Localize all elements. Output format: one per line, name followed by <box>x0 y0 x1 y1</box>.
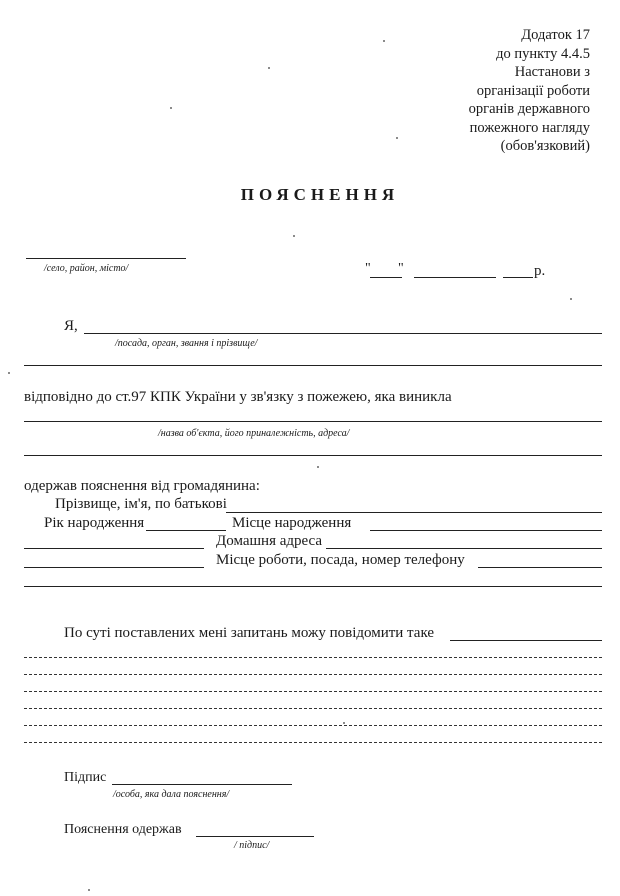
birth-year-field-line[interactable] <box>146 530 226 531</box>
date-day-line[interactable] <box>370 277 402 278</box>
addendum-line: органів державного <box>468 101 590 117</box>
full-name-field-line[interactable] <box>226 512 602 513</box>
document-title: ПОЯСНЕННЯ <box>240 185 400 204</box>
addendum-line: Настанови з <box>514 64 590 80</box>
scan-speck <box>170 107 172 109</box>
addendum-line: до пункту 4.4.5 <box>496 45 590 62</box>
statement-line[interactable] <box>24 674 602 675</box>
home-address-field-line[interactable] <box>326 548 602 549</box>
addendum-note <box>469 26 590 156</box>
statement-intro: По суті поставлених мені запитань можу повідомити таке <box>64 625 435 641</box>
object-hint: /назва об'єкта, його приналежність, адреса/ <box>158 428 350 439</box>
home-address-label: Домашня адреса <box>216 533 323 549</box>
addendum-line: Додаток 17 <box>521 27 590 43</box>
object-field-line[interactable] <box>24 421 602 422</box>
received-hint: / підпис/ <box>234 840 270 851</box>
signature-hint: /особа, яка дала пояснення/ <box>113 789 230 800</box>
statement-line[interactable] <box>24 657 602 658</box>
person-hint: /посада, орган, звання і прізвище/ <box>115 338 258 349</box>
scan-speck <box>293 235 295 237</box>
scan-speck <box>317 466 319 468</box>
date-year-line[interactable] <box>503 277 533 278</box>
addendum-line: пожежного нагляду <box>469 119 590 136</box>
statement-line[interactable] <box>24 725 602 726</box>
person-prefix: Я, <box>64 318 78 334</box>
statement-line[interactable] <box>24 708 602 709</box>
scan-speck <box>383 40 385 42</box>
statement-first-line[interactable] <box>450 640 602 641</box>
work-continuation-line[interactable] <box>24 586 602 587</box>
scan-speck <box>570 298 572 300</box>
citizen-heading: одержав пояснення від громадянина: <box>24 478 260 494</box>
birth-year-label: Рік народження <box>44 515 145 531</box>
signature-label: Підпис <box>64 770 107 785</box>
basis-text: відповідно до ст.97 КПК України у зв'язку з пожежею, яка виникла <box>24 389 452 405</box>
place-field-line[interactable] <box>26 258 186 259</box>
place-hint: /село, район, місто/ <box>44 263 129 274</box>
date-month-line[interactable] <box>414 277 496 278</box>
date-quote-open: " <box>365 261 371 276</box>
scan-speck <box>88 889 90 891</box>
received-signature-line[interactable] <box>196 836 314 837</box>
birth-place-field-line[interactable] <box>370 530 602 531</box>
scan-speck <box>343 722 345 724</box>
date-quote-close: " <box>398 261 404 276</box>
work-lead-line[interactable] <box>24 567 204 568</box>
scan-speck <box>268 67 270 69</box>
object-continuation-line[interactable] <box>24 455 602 456</box>
signature-field-line[interactable] <box>112 784 292 785</box>
addendum-line: організації роботи <box>476 82 590 99</box>
home-address-lead-line[interactable] <box>24 548 204 549</box>
statement-line[interactable] <box>24 691 602 692</box>
work-label: Місце роботи, посада, номер телефону <box>216 552 465 568</box>
full-name-label: Прізвище, ім'я, по батькові <box>55 496 227 512</box>
birth-place-label: Місце народження <box>232 515 352 531</box>
year-suffix: р. <box>534 263 546 279</box>
person-continuation-line[interactable] <box>24 365 602 366</box>
scan-speck <box>8 372 10 374</box>
received-label: Пояснення одержав <box>64 822 182 837</box>
work-field-line[interactable] <box>478 567 602 568</box>
addendum-line: (обов'язковий) <box>500 138 590 154</box>
person-field-line[interactable] <box>84 333 602 334</box>
statement-line[interactable] <box>24 742 602 743</box>
scan-speck <box>396 137 398 139</box>
